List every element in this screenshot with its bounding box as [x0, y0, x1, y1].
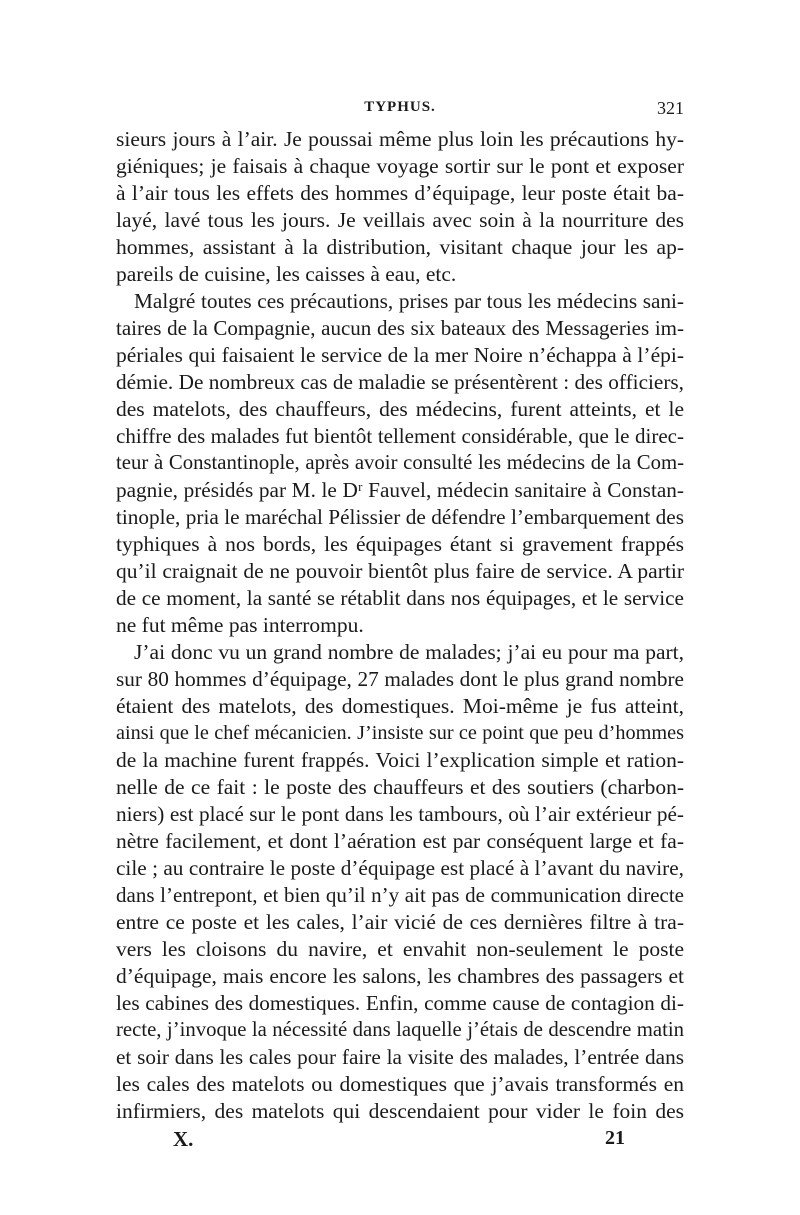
text-line: de la machine furent frappés. Voici l’explication simple et ration-	[116, 748, 684, 772]
text-line: niers) est placé sur le pont dans les tambours, où l’air extérieur pé-	[116, 802, 684, 826]
text-line: ainsi que le chef mécanicien. J’insiste sur ce point que peu d’hommes	[116, 722, 684, 744]
text-line: ne fut même pas interrompu.	[116, 613, 364, 637]
text-line: et soir dans les cales pour faire la visite des malades, l’entrée dans	[116, 1045, 684, 1069]
signature-mark: X.	[173, 1127, 194, 1151]
text-line: teur à Constantinople, après avoir consulté les médecins de la Com-	[116, 452, 684, 474]
text-line: de ce moment, la santé se rétablit dans nos équipages, et le service	[116, 586, 684, 610]
text-line: tinople, pria le maréchal Pélissier de défendre l’embarquement des	[116, 505, 684, 529]
text-line: périales qui faisaient le service de la mer Noire n’échappa à l’épi-	[116, 343, 684, 367]
text-line: pagnie, présidés par M. le Dʳ Fauvel, médecin sanitaire à Constan-	[116, 478, 684, 502]
paragraph-start-line: J’ai donc vu un grand nombre de malades; j’ai eu pour ma part,	[134, 640, 684, 664]
text-line: typhiques à nos bords, les équipages étant si gravement frappés	[116, 532, 684, 556]
text-line: d’équipage, mais encore les salons, les chambres des passagers et	[116, 964, 684, 988]
text-line: qu’il craignait de ne pouvoir bientôt plus faire de service. A partir	[116, 559, 684, 583]
text-line: infirmiers, des matelots qui descendaient pour vider le foin des	[116, 1099, 684, 1123]
text-line: chiffre des malades fut bientôt tellement considérable, que le direc-	[116, 424, 684, 448]
text-line: pareils de cuisine, les caisses à eau, etc.	[116, 262, 457, 286]
text-line: étaient des matelots, des domestiques. Moi-même je fus atteint,	[116, 694, 684, 718]
text-line: nelle de ce fait : le poste des chauffeurs et des soutiers (charbon-	[116, 775, 684, 799]
sheet-number: 21	[605, 1127, 625, 1149]
paragraph-start-line: Malgré toutes ces précautions, prises par tous les médecins sani-	[134, 289, 684, 313]
text-line: taires de la Compagnie, aucun des six bateaux des Messageries im-	[116, 316, 684, 340]
text-line: des matelots, des chauffeurs, des médecins, furent atteints, et le	[116, 397, 684, 421]
text-line: cile ; au contraire le poste d’équipage est placé à l’avant du navire,	[116, 856, 684, 880]
page-number: 321	[657, 98, 684, 118]
text-line: entre ce poste et les cales, l’air vicié de ces dernières filtre à tra-	[116, 910, 684, 934]
text-line: sieurs jours à l’air. Je poussai même plus loin les précautions hy-	[116, 127, 684, 151]
running-title: TYPHUS.	[364, 99, 436, 115]
text-line: hommes, assistant à la distribution, visitant chaque jour les ap-	[116, 235, 684, 259]
text-line: démie. De nombreux cas de maladie se présentèrent : des officiers,	[116, 370, 684, 394]
text-line: vers les cloisons du navire, et envahit non-seulement le poste	[116, 937, 684, 961]
text-line: à l’air tous les effets des hommes d’équipage, leur poste était ba-	[116, 181, 684, 205]
text-line: giéniques; je faisais à chaque voyage sortir sur le pont et exposer	[116, 154, 684, 178]
text-line: dans l’entrepont, et bien qu’il n’y ait pas de communication directe	[116, 883, 684, 907]
text-line: les cabines des domestiques. Enfin, comme cause de contagion di-	[116, 991, 684, 1015]
text-line: les cales des matelots ou domestiques que j’avais transformés en	[116, 1072, 684, 1096]
text-line: nètre facilement, et dont l’aération est par conséquent large et fa-	[116, 829, 684, 853]
text-line: recte, j’invoque la nécessité dans laquelle j’étais de descendre matin	[116, 1019, 684, 1041]
text-line: sur 80 hommes d’équipage, 27 malades dont le plus grand nombre	[116, 667, 684, 691]
text-line: layé, lavé tous les jours. Je veillais avec soin à la nourriture des	[116, 208, 684, 232]
body-text	[116, 126, 684, 1125]
